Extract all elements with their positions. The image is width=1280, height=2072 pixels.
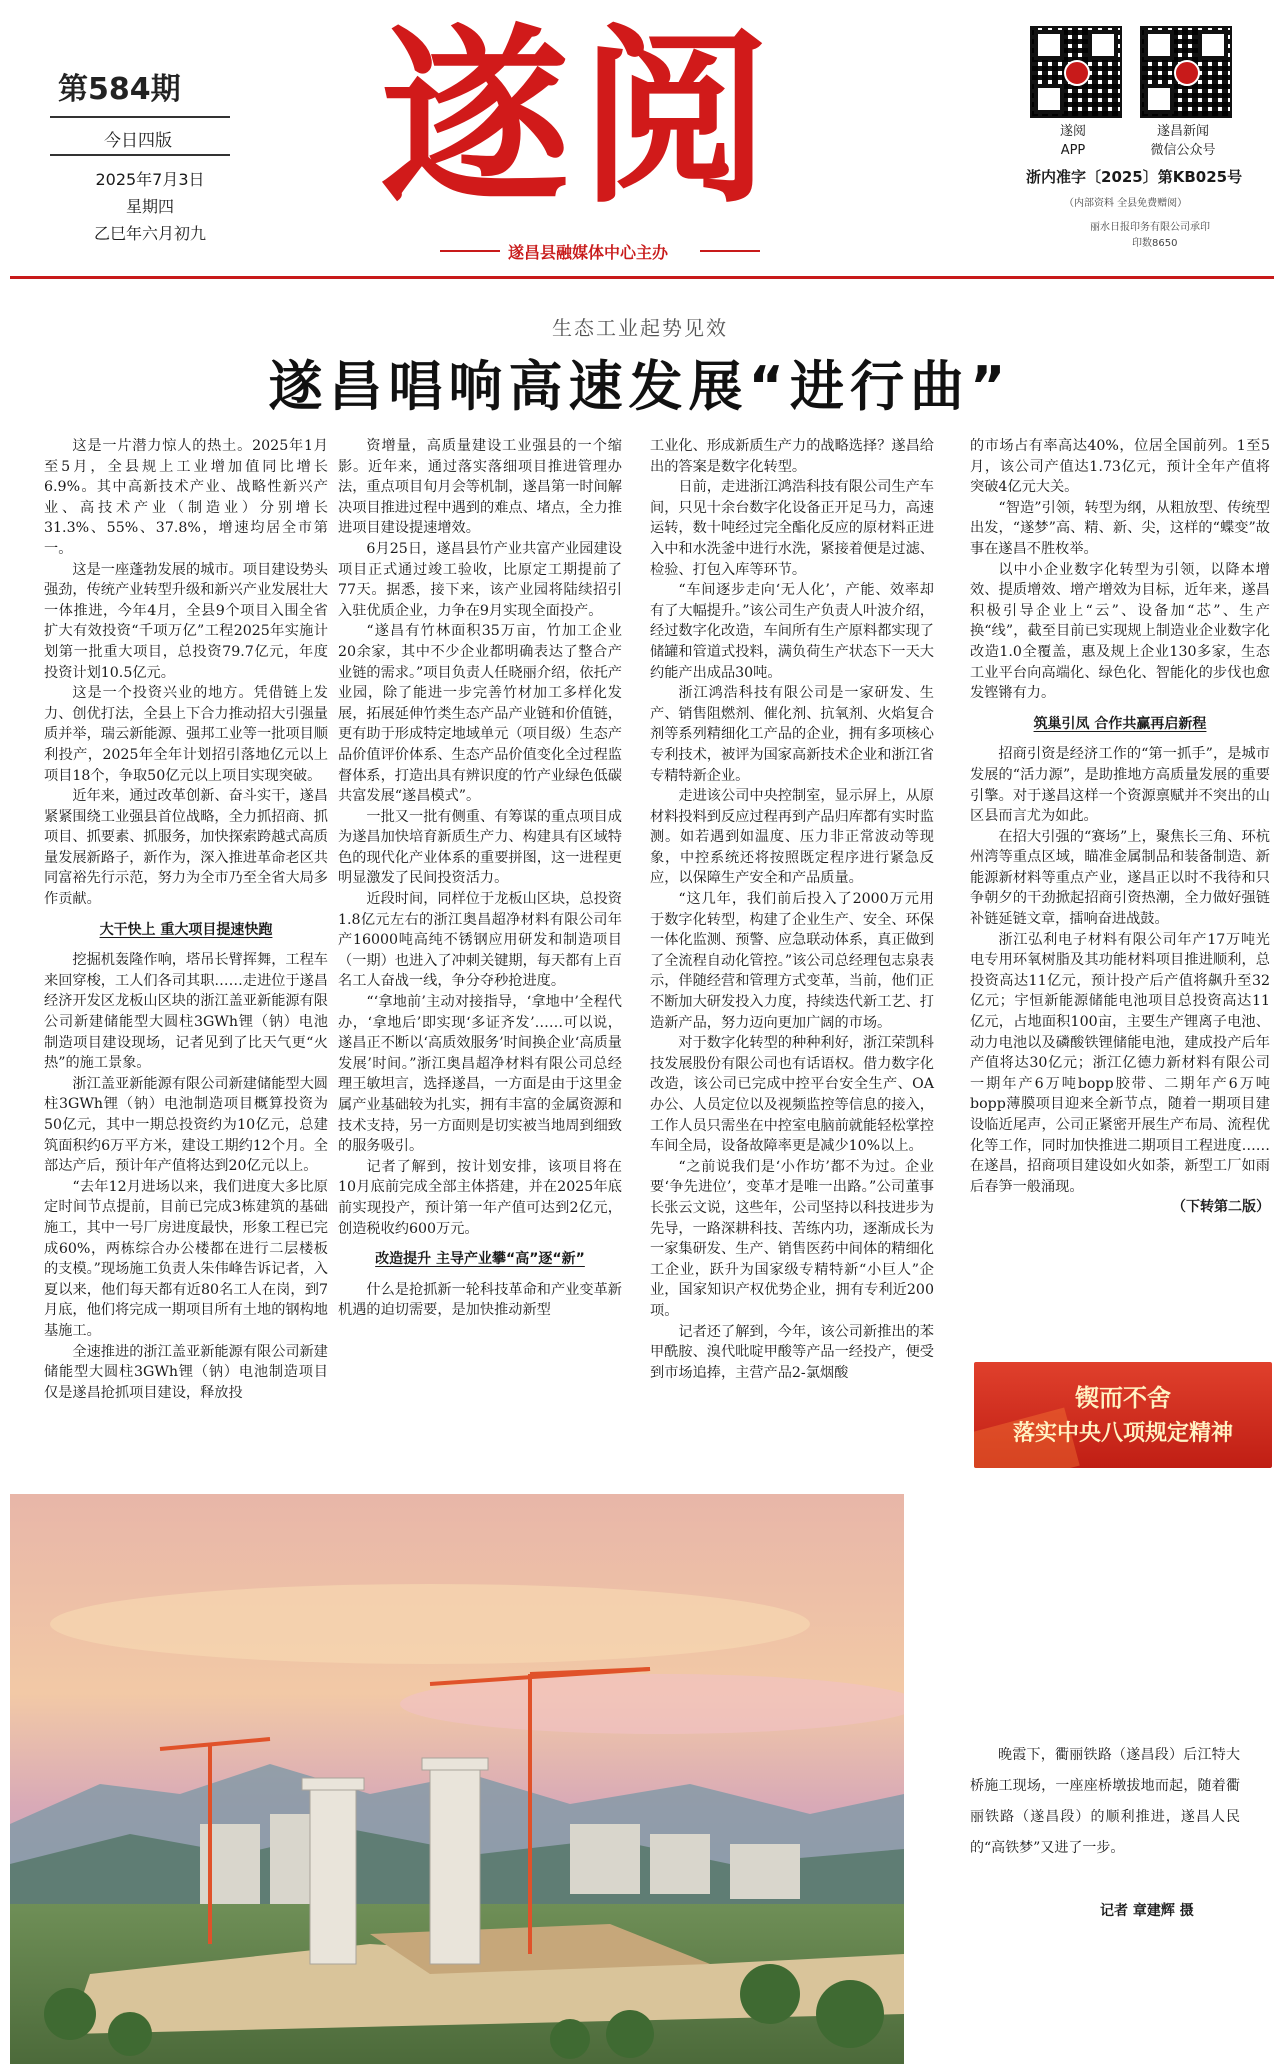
section-heading: 筑巢引凤 合作共赢再启新程 (1033, 715, 1207, 732)
photo-credit: 记者 章建辉 摄 (1100, 1903, 1194, 1919)
article-column-2: 资增量，高质量建设工业强县的一个缩影。近年来，通过落实落细项目推进管理办法，重点项目旬月会等机制，遂昌第一时间解决项目推进过程中遇到的难点、堵点，全力推进项目建设提速增效。 6月25日，遂昌县竹产业共富产业园建设项目正式通过竣工验收，比原定工期提前了77天。据悉，接下来，该产业园将陆续招引入驻优质企业，力争在9月实现全面投产。 “遂昌有竹林面积35万亩，竹加工企业20余家，其中不少企业都明确表达了整合产业链的需求。”项目负责人任晓丽介绍，依托产业园，除了能进一步完善竹材加工多样化发展，拓展延伸竹类生态产品产业链和价值链，更有助于形成特定地域单元（项目级）生态产品价值评价体系、生态产品价值变化全过程监督体系，打造出具有辨识度的竹产业绿色低碳共富发展“遂昌模式”。 一批又一批有侧重、有筹谋的重点项目成为遂昌加快培育新质生产力、构建具有区域特色的现代化产业体系的重要拼图，这一进程更明显激发了民间投资活力。 近段时间，同样位于龙板山区块，总投资1.8亿元左右的浙江奥昌超净材料有限公司年产16000吨高纯不锈钢应用研发和制造项目（一期）也进入了冲刺关键期，每天都有上百名工人奋战一线，争分夺秒抢进度。 “‘拿地前’主动对接指导，‘拿地中’全程代办，‘拿地后’即实现‘多证齐发’……可以说，遂昌正不断以‘高质效服务’时间换企业‘高质量发展’时间。”浙江奥昌超净材料有限公司总经理王敏坦言，选择遂昌，一方面是由于这里金属产业基础较为扎实，拥有丰富的金属资源和技术支持，另一方面则是切实被当地周到细致的服务吸引。 记者了解到，按计划安排，该项目将在10月底前完成全部主体搭建，并在2025年底前实现投产，预计第一年产值可达到2亿元，创造税收约600万元。 改造提升 主导产业攀“高”逐“新” 什么是抢抓新一轮科技革命和产业变革新机遇的迫切需要，是加快推动新型 (338, 438, 622, 1319)
photo-caption: 晚霞下，衢丽铁路（遂昌段）后江特大桥施工现场，一座座桥墩拔地而起，随着衢丽铁路（遂昌段）的顺利推进，遂昌人民的“高铁梦”又进了一步。 (970, 1747, 1240, 1856)
date: 2025年7月3日 (95, 170, 205, 189)
article-column-4: 的市场占有率高达40%，位居全国前列。1至5月，该公司产值达1.73亿元，预计全年产值将突破4亿元大关。 “智造”引领，转型为纲，从粗放型、传统型出发，“遂梦”高、精、新、尖，这样的“蝶变”故事在遂昌不胜枚举。 以中小企业数字化转型为引领，以降本增效、提质增效、增产增效为目标，近年来，遂昌积极引导企业上“云”、设备加“芯”、生产换“线”，截至目前已实现规上制造业企业数字化改造1.0全覆盖，惠及规上企业130多家，生态工业平台向高端化、绿色化、智能化的步伐也愈发铿锵有力。 筑巢引凤 合作共赢再启新程 招商引资是经济工作的“第一抓手”，是城市发展的“活力源”，是助推地方高质量发展的重要引擎。对于遂昌这样一个资源禀赋并不突出的山区县而言尤为如此。 在招大引强的“赛场”上，聚焦长三角、环杭州湾等重点区域，瞄准金属制品和装备制造、新能源新材料等重点产业，遂昌正以时不我待和只争朝夕的干劲掀起招商引资热潮，全力做好强链补链延链文章，擂响奋进战鼓。 浙江弘利电子材料有限公司年产17万吨光电专用环氧树脂及其功能材料项目推进顺利，总投资高达11亿元，预计投产后产值将飙升至32亿元；宇恒新能源储能电池项目总投资高达11亿元，占地面积100亩，主要生产锂离子电池、动力电池以及磷酸铁锂储能电池，建成投产后年产值将达30亿元；浙江亿德力新材料有限公司一期年产6万吨bopp胶带、二期年产6万吨bopp薄膜项目迎来全新节点，随着一期项目建设临近尾声，公司正紧密开展生产布局、流程优化等工作，同时加快推进二期项目工程进度……在遂昌，招商项目建设如火如荼，新型工厂如雨后春笋一般涌现。 （下转第二版） (970, 436, 1270, 1218)
promo-banner[interactable] (974, 1362, 1272, 1468)
qr-code-icon[interactable] (1140, 26, 1232, 118)
article-column-1: 这是一片潜力惊人的热土。2025年1月至5月，全县规上工业增加值同比增长6.9%。其中高新技术产业、战略性新兴产业、高技术产业（制造业）分别增长31.3%、55%、37.8%，增速均居全市第一。 这是一座蓬勃发展的城市。项目建设势头强劲，传统产业转型升级和新兴产业发展壮大一体推进，今年4月，全县9个项目入围全省扩大有效投资“千项万亿”工程2025年实施计划第一批重大项目，总投资79.7亿元，年度投资计划10.5亿元。 这是一个投资兴业的地方。凭借链上发力、创优打法，全县上下合力推动招大引强量质并举，瑞云新能源、强邦工业等一批项目顺利投产，2025年全年计划招引落地亿元以上项目18个，争取50亿元以上项目实现突破。 近年来，通过改革创新、奋斗实干，遂昌紧紧围绕工业强县首位战略，全力抓招商、抓项目、抓要素、抓服务，加快探索跨越式高质量发展新路子，新作为，深入推进革命老区共同富裕先行示范，努力为全市乃至全省大局多作贡献。 大干快上 重大项目提速快跑 挖掘机轰隆作响，塔吊长臂挥舞，工程车来回穿梭，工人们各司其职……走进位于遂昌经济开发区龙板山区块的浙江盖亚新能源有限公司新建储能型大圆柱3GWh锂（钠）电池制造项目建设现场，记者见到了比天气更“火热”的施工景象。 浙江盖亚新能源有限公司新建储能型大圆柱3GWh锂（钠）电池制造项目概算投资为50亿元，其中一期总投资约为10亿元，总建筑面积约6万平方米，建设工期约12个月。全部达产后，预计年产值将达到20亿元以上。 “去年12月进场以来，我们进度大多比原定时间节点提前，目前已完成3栋建筑的基础施工，其中一号厂房进度最快，形象工程已完成60%，两栋综合办公楼都在进行二层楼板的支模。”现场施工负责人朱伟峰告诉记者，入夏以来，他们每天都有近80名工人在岗，到7月底，他们将完成一期项目所有土地的钢构地基施工。 全速推进的浙江盖亚新能源有限公司新建储能型大圆柱3GWh锂（钠）电池制造项目仅是遂昌抢抓项目建设，释放投 (44, 438, 328, 1401)
page-count: 今日四版 (104, 131, 172, 151)
banner-line-1: 锲而不舍 (1075, 1384, 1171, 1412)
masthead-rule (10, 276, 1274, 279)
headline: 遂昌唱响高速发展“进行曲” (268, 355, 1012, 418)
continued-note: （下转第二版） (1172, 1199, 1270, 1216)
weekday: 星期四 (125, 197, 174, 216)
issue-number: 第584期 (58, 72, 181, 107)
section-heading: 改造提升 主导产业攀“高”逐“新” (375, 1251, 585, 1268)
printer: 丽水日报印务有限公司承印 (1090, 222, 1210, 233)
host-org: 遂昌县融媒体中心主办 (508, 243, 669, 262)
divider (50, 116, 230, 118)
divider (50, 154, 230, 156)
qr-code-icon[interactable] (1030, 26, 1122, 118)
masthead-logo: 遂阅 (380, 6, 781, 229)
divider (700, 250, 760, 252)
print-count: 印数8650 (1132, 238, 1178, 249)
permit-number: 浙内准字〔2025〕第KB025号 (1026, 168, 1243, 186)
news-photo (10, 1494, 904, 2064)
qr-label-wechat: 遂昌新闻 微信公众号 (1150, 124, 1216, 158)
lunar-date: 乙巳年六月初九 (93, 224, 206, 243)
divider (440, 250, 500, 252)
qr-label-app: 遂阅 APP (1059, 124, 1086, 158)
article-column-3: 工业化、形成新质生产力的战略选择？遂昌给出的答案是数字化转型。 日前，走进浙江鸿浩科技有限公司生产车间，只见十余台数字化设备正开足马力，高速运转，数十吨经过完全酯化反应的原材料正进入中和水洗釜中进行水洗，紧接着便是过滤、检验、打包入库等环节。 “车间逐步走向‘无人化’，产能、效率却有了大幅提升。”该公司生产负责人叶波介绍，经过数字化改造，车间所有生产原料都实现了储罐和管道式投料，满负荷生产状态下一天大约能产出成品30吨。 浙江鸿浩科技有限公司是一家研发、生产、销售阻燃剂、催化剂、抗氧剂、火焰复合剂等系列精细化工产品的企业，拥有多项核心专利技术，被评为国家高新技术企业和浙江省专精特新企业。 走进该公司中央控制室，显示屏上，从原材料投料到反应过程再到产品归库都有实时监测。如若遇到如温度、压力非正常波动等现象，中控系统还将按照既定程序进行紧急反应，以保障生产安全和产品质量。 “这几年，我们前后投入了2000万元用于数字化转型，构建了企业生产、安全、环保一体化监测、预警、应急联动体系，真正做到了全流程自动化管控。”该公司总经理包志泉表示，伴随经营和管理方式变革，当前，他们正不断加大研发投入力度，持续迭代新工艺、打造新产品，努力迈向更加广阔的市场。 对于数字化转型的种种利好，浙江荣凯科技发展股份有限公司也有话语权。借力数字化改造，该公司已完成中控平台安全生产、OA办公、人员定位以及视频监控等信息的接入，工作人员只需坐在中控室电脑前就能轻松掌控车间全局，设备故障率更是减少10%以上。 “之前说我们是‘小作坊’都不为过。企业要‘争先进位’，变革才是唯一出路。”公司董事长张云文说，这些年，公司坚持以科技进步为先导，一路深耕科技、苦练内功，逐渐成长为一家集研发、生产、销售医药中间体的精细化工企业，跃升为国家级专精特新“小巨人”企业，国家知识产权优势企业，拥有专利近200项。 记者还了解到，今年，该公司新推出的苯甲酰胺、溴代吡啶甲酸等产品一经投产，便受到市场追捧，主营产品2-氯烟酸 (650, 438, 934, 1381)
date-block (70, 166, 230, 247)
kicker: 生态工业起势见效 (552, 316, 728, 340)
banner-line-2: 落实中央八项规定精神 (1012, 1421, 1233, 1446)
section-heading: 大干快上 重大项目提速快跑 (99, 921, 273, 938)
permit-note: （内部资料 全县免费赠阅） (1064, 198, 1188, 209)
